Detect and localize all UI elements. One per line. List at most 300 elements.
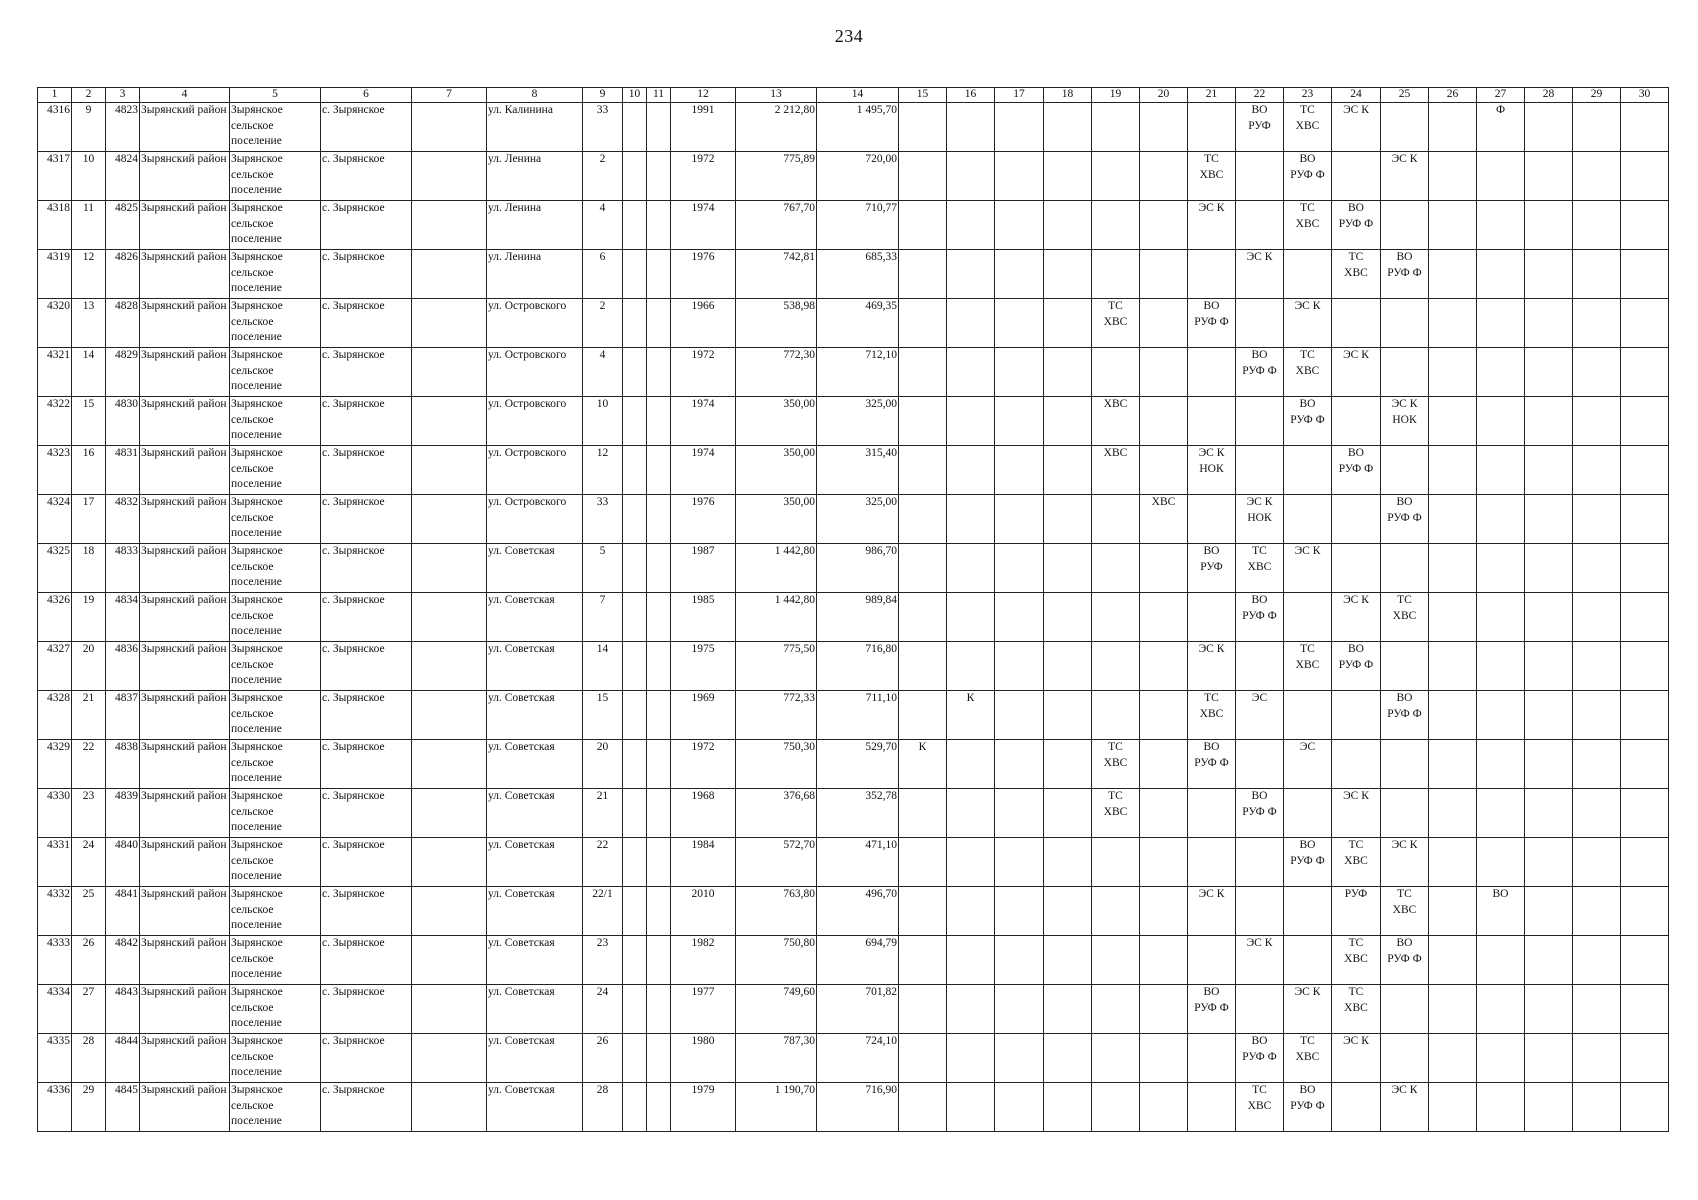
cell-col-8: ул. Островского <box>487 446 583 495</box>
cell-col-4: Зырянский район <box>140 544 230 593</box>
cell-col-17 <box>995 887 1044 936</box>
cell-col-28 <box>1525 1083 1573 1132</box>
cell-col-22 <box>1236 397 1284 446</box>
cell-col-28 <box>1525 446 1573 495</box>
cell-col-23: ТС ХВС <box>1284 1034 1332 1083</box>
cell-col-6: с. Зырянское <box>321 789 412 838</box>
cell-col-23 <box>1284 495 1332 544</box>
cell-col-29 <box>1573 936 1621 985</box>
cell-col-9: 15 <box>583 691 623 740</box>
cell-col-8: ул. Калинина <box>487 103 583 152</box>
cell-col-19 <box>1092 250 1140 299</box>
cell-col-24 <box>1332 397 1381 446</box>
cell-col-4: Зырянский район <box>140 642 230 691</box>
cell-col-6: с. Зырянское <box>321 348 412 397</box>
cell-col-27: ВО <box>1477 887 1525 936</box>
cell-col-11 <box>647 299 671 348</box>
cell-col-9: 14 <box>583 642 623 691</box>
cell-col-29 <box>1573 642 1621 691</box>
cell-col-21 <box>1188 348 1236 397</box>
cell-col-25 <box>1381 642 1429 691</box>
cell-col-5: Зырянское сельское поселение <box>230 789 321 838</box>
cell-col-10 <box>623 348 647 397</box>
cell-col-5: Зырянское сельское поселение <box>230 348 321 397</box>
cell-col-17 <box>995 1083 1044 1132</box>
cell-col-8: ул. Советская <box>487 985 583 1034</box>
cell-col-25: ВО РУФ Ф <box>1381 495 1429 544</box>
cell-col-18 <box>1044 1083 1092 1132</box>
cell-col-10 <box>623 1034 647 1083</box>
cell-col-14: 716,80 <box>817 642 899 691</box>
cell-col-12: 1972 <box>671 740 736 789</box>
cell-col-4: Зырянский район <box>140 1083 230 1132</box>
cell-col-4: Зырянский район <box>140 740 230 789</box>
cell-col-25 <box>1381 299 1429 348</box>
cell-col-24 <box>1332 691 1381 740</box>
cell-col-16 <box>947 495 995 544</box>
cell-col-16 <box>947 544 995 593</box>
cell-col-22: ВО РУФ Ф <box>1236 1034 1284 1083</box>
cell-col-16 <box>947 446 995 495</box>
cell-col-29 <box>1573 887 1621 936</box>
cell-col-23: ЭС К <box>1284 299 1332 348</box>
table-row <box>38 544 1669 593</box>
cell-col-16 <box>947 1083 995 1132</box>
cell-col-7 <box>412 544 487 593</box>
table-row <box>38 936 1669 985</box>
cell-col-19 <box>1092 201 1140 250</box>
cell-col-2: 10 <box>72 152 106 201</box>
cell-col-30 <box>1621 593 1669 642</box>
cell-col-14: 712,10 <box>817 348 899 397</box>
cell-col-30 <box>1621 103 1669 152</box>
cell-col-30 <box>1621 642 1669 691</box>
cell-col-16 <box>947 887 995 936</box>
cell-col-24: ТС ХВС <box>1332 250 1381 299</box>
cell-col-19 <box>1092 642 1140 691</box>
cell-col-29 <box>1573 348 1621 397</box>
cell-col-6: с. Зырянское <box>321 838 412 887</box>
cell-col-11 <box>647 887 671 936</box>
table-row <box>38 691 1669 740</box>
cell-col-19 <box>1092 1034 1140 1083</box>
cell-col-9: 26 <box>583 1034 623 1083</box>
table-row <box>38 789 1669 838</box>
cell-col-28 <box>1525 740 1573 789</box>
cell-col-4: Зырянский район <box>140 397 230 446</box>
cell-col-9: 28 <box>583 1083 623 1132</box>
cell-col-18 <box>1044 789 1092 838</box>
column-header-11: 11 <box>647 88 671 103</box>
cell-col-28 <box>1525 544 1573 593</box>
cell-col-29 <box>1573 152 1621 201</box>
cell-col-6: с. Зырянское <box>321 691 412 740</box>
table-row <box>38 446 1669 495</box>
cell-col-14: 496,70 <box>817 887 899 936</box>
cell-col-10 <box>623 299 647 348</box>
cell-col-27 <box>1477 789 1525 838</box>
cell-col-25: ЭС К <box>1381 152 1429 201</box>
cell-col-15 <box>899 446 947 495</box>
cell-col-3: 4832 <box>106 495 140 544</box>
cell-col-18 <box>1044 887 1092 936</box>
cell-col-3: 4829 <box>106 348 140 397</box>
cell-col-1: 4336 <box>38 1083 72 1132</box>
column-header-29: 29 <box>1573 88 1621 103</box>
cell-col-17 <box>995 201 1044 250</box>
cell-col-20 <box>1140 348 1188 397</box>
cell-col-21 <box>1188 936 1236 985</box>
cell-col-26 <box>1429 1034 1477 1083</box>
cell-col-23: ВО РУФ Ф <box>1284 1083 1332 1132</box>
cell-col-17 <box>995 397 1044 446</box>
cell-col-28 <box>1525 299 1573 348</box>
page-number: 234 <box>834 26 864 46</box>
cell-col-26 <box>1429 544 1477 593</box>
cell-col-14: 720,00 <box>817 152 899 201</box>
cell-col-5: Зырянское сельское поселение <box>230 985 321 1034</box>
cell-col-15 <box>899 544 947 593</box>
cell-col-16 <box>947 152 995 201</box>
cell-col-22: ЭС К НОК <box>1236 495 1284 544</box>
cell-col-2: 27 <box>72 985 106 1034</box>
cell-col-13: 742,81 <box>736 250 817 299</box>
cell-col-28 <box>1525 691 1573 740</box>
cell-col-29 <box>1573 1083 1621 1132</box>
cell-col-28 <box>1525 1034 1573 1083</box>
cell-col-23 <box>1284 789 1332 838</box>
column-header-2: 2 <box>72 88 106 103</box>
cell-col-12: 1969 <box>671 691 736 740</box>
cell-col-12: 1972 <box>671 152 736 201</box>
cell-col-9: 33 <box>583 495 623 544</box>
cell-col-28 <box>1525 789 1573 838</box>
cell-col-23 <box>1284 446 1332 495</box>
cell-col-9: 24 <box>583 985 623 1034</box>
cell-col-17 <box>995 495 1044 544</box>
cell-col-19 <box>1092 593 1140 642</box>
cell-col-25 <box>1381 985 1429 1034</box>
table-header <box>38 88 1669 103</box>
cell-col-4: Зырянский район <box>140 887 230 936</box>
cell-col-25: ЭС К <box>1381 838 1429 887</box>
cell-col-28 <box>1525 495 1573 544</box>
cell-col-20 <box>1140 299 1188 348</box>
cell-col-1: 4332 <box>38 887 72 936</box>
cell-col-26 <box>1429 936 1477 985</box>
cell-col-4: Зырянский район <box>140 936 230 985</box>
cell-col-14: 724,10 <box>817 1034 899 1083</box>
cell-col-23 <box>1284 250 1332 299</box>
cell-col-15 <box>899 250 947 299</box>
cell-col-11 <box>647 1083 671 1132</box>
cell-col-2: 9 <box>72 103 106 152</box>
cell-col-11 <box>647 936 671 985</box>
cell-col-24 <box>1332 299 1381 348</box>
cell-col-13: 350,00 <box>736 495 817 544</box>
cell-col-5: Зырянское сельское поселение <box>230 152 321 201</box>
cell-col-29 <box>1573 985 1621 1034</box>
cell-col-24: ЭС К <box>1332 103 1381 152</box>
cell-col-30 <box>1621 152 1669 201</box>
cell-col-25: ЭС К НОК <box>1381 397 1429 446</box>
cell-col-22: ТС ХВС <box>1236 544 1284 593</box>
cell-col-18 <box>1044 152 1092 201</box>
cell-col-7 <box>412 446 487 495</box>
cell-col-16 <box>947 397 995 446</box>
cell-col-5: Зырянское сельское поселение <box>230 544 321 593</box>
cell-col-13: 787,30 <box>736 1034 817 1083</box>
cell-col-7 <box>412 1034 487 1083</box>
cell-col-11 <box>647 250 671 299</box>
column-header-12: 12 <box>671 88 736 103</box>
cell-col-7 <box>412 495 487 544</box>
cell-col-10 <box>623 691 647 740</box>
cell-col-16 <box>947 838 995 887</box>
cell-col-26 <box>1429 1083 1477 1132</box>
table-row <box>38 593 1669 642</box>
cell-col-18 <box>1044 1034 1092 1083</box>
cell-col-15 <box>899 1034 947 1083</box>
cell-col-2: 26 <box>72 936 106 985</box>
cell-col-20 <box>1140 985 1188 1034</box>
cell-col-6: с. Зырянское <box>321 495 412 544</box>
cell-col-18 <box>1044 838 1092 887</box>
cell-col-23: ВО РУФ Ф <box>1284 397 1332 446</box>
cell-col-7 <box>412 201 487 250</box>
cell-col-11 <box>647 1034 671 1083</box>
cell-col-13: 572,70 <box>736 838 817 887</box>
cell-col-28 <box>1525 397 1573 446</box>
cell-col-19 <box>1092 887 1140 936</box>
cell-col-19: ТС ХВС <box>1092 789 1140 838</box>
cell-col-27 <box>1477 985 1525 1034</box>
cell-col-7 <box>412 348 487 397</box>
cell-col-29 <box>1573 446 1621 495</box>
cell-col-1: 4325 <box>38 544 72 593</box>
cell-col-10 <box>623 544 647 593</box>
column-header-19: 19 <box>1092 88 1140 103</box>
cell-col-19: ТС ХВС <box>1092 299 1140 348</box>
cell-col-25 <box>1381 103 1429 152</box>
cell-col-10 <box>623 740 647 789</box>
cell-col-28 <box>1525 985 1573 1034</box>
cell-col-24 <box>1332 740 1381 789</box>
cell-col-17 <box>995 299 1044 348</box>
table-row <box>38 887 1669 936</box>
cell-col-17 <box>995 446 1044 495</box>
cell-col-27 <box>1477 1034 1525 1083</box>
cell-col-25 <box>1381 789 1429 838</box>
cell-col-15 <box>899 1083 947 1132</box>
cell-col-23: ВО РУФ Ф <box>1284 838 1332 887</box>
cell-col-3: 4825 <box>106 201 140 250</box>
cell-col-19 <box>1092 495 1140 544</box>
cell-col-8: ул. Ленина <box>487 152 583 201</box>
cell-col-26 <box>1429 691 1477 740</box>
cell-col-7 <box>412 152 487 201</box>
cell-col-23: ЭС К <box>1284 985 1332 1034</box>
cell-col-6: с. Зырянское <box>321 250 412 299</box>
cell-col-21: ЭС К <box>1188 201 1236 250</box>
cell-col-10 <box>623 495 647 544</box>
cell-col-11 <box>647 103 671 152</box>
table-row <box>38 740 1669 789</box>
cell-col-30 <box>1621 1034 1669 1083</box>
cell-col-20 <box>1140 250 1188 299</box>
column-header-28: 28 <box>1525 88 1573 103</box>
cell-col-20 <box>1140 789 1188 838</box>
table-row <box>38 103 1669 152</box>
cell-col-3: 4844 <box>106 1034 140 1083</box>
cell-col-23 <box>1284 691 1332 740</box>
cell-col-25 <box>1381 1034 1429 1083</box>
cell-col-3: 4837 <box>106 691 140 740</box>
cell-col-22 <box>1236 299 1284 348</box>
cell-col-19 <box>1092 985 1140 1034</box>
cell-col-9: 10 <box>583 397 623 446</box>
cell-col-23: ТС ХВС <box>1284 103 1332 152</box>
column-header-5: 5 <box>230 88 321 103</box>
cell-col-8: ул. Советская <box>487 789 583 838</box>
cell-col-13: 775,89 <box>736 152 817 201</box>
cell-col-15 <box>899 593 947 642</box>
cell-col-20 <box>1140 593 1188 642</box>
cell-col-29 <box>1573 250 1621 299</box>
cell-col-20 <box>1140 1034 1188 1083</box>
cell-col-14: 685,33 <box>817 250 899 299</box>
cell-col-24: ЭС К <box>1332 789 1381 838</box>
cell-col-3: 4834 <box>106 593 140 642</box>
cell-col-3: 4840 <box>106 838 140 887</box>
cell-col-18 <box>1044 642 1092 691</box>
cell-col-24 <box>1332 152 1381 201</box>
cell-col-3: 4831 <box>106 446 140 495</box>
cell-col-26 <box>1429 348 1477 397</box>
cell-col-18 <box>1044 936 1092 985</box>
cell-col-8: ул. Островского <box>487 299 583 348</box>
cell-col-20 <box>1140 152 1188 201</box>
cell-col-10 <box>623 887 647 936</box>
cell-col-18 <box>1044 495 1092 544</box>
cell-col-8: ул. Советская <box>487 936 583 985</box>
cell-col-1: 4324 <box>38 495 72 544</box>
cell-col-24 <box>1332 544 1381 593</box>
cell-col-22 <box>1236 887 1284 936</box>
cell-col-10 <box>623 789 647 838</box>
cell-col-12: 1976 <box>671 250 736 299</box>
cell-col-8: ул. Советская <box>487 740 583 789</box>
cell-col-17 <box>995 348 1044 397</box>
cell-col-26 <box>1429 789 1477 838</box>
cell-col-21: ТС ХВС <box>1188 691 1236 740</box>
cell-col-25 <box>1381 544 1429 593</box>
cell-col-13: 350,00 <box>736 446 817 495</box>
cell-col-26 <box>1429 495 1477 544</box>
cell-col-1: 4318 <box>38 201 72 250</box>
cell-col-5: Зырянское сельское поселение <box>230 642 321 691</box>
cell-col-24: ВО РУФ Ф <box>1332 446 1381 495</box>
cell-col-1: 4320 <box>38 299 72 348</box>
cell-col-6: с. Зырянское <box>321 201 412 250</box>
cell-col-1: 4321 <box>38 348 72 397</box>
cell-col-25: ТС ХВС <box>1381 887 1429 936</box>
cell-col-14: 529,70 <box>817 740 899 789</box>
cell-col-9: 23 <box>583 936 623 985</box>
cell-col-6: с. Зырянское <box>321 985 412 1034</box>
cell-col-28 <box>1525 887 1573 936</box>
cell-col-16 <box>947 299 995 348</box>
column-header-20: 20 <box>1140 88 1188 103</box>
cell-col-20 <box>1140 1083 1188 1132</box>
cell-col-18 <box>1044 348 1092 397</box>
cell-col-20 <box>1140 838 1188 887</box>
cell-col-14: 694,79 <box>817 936 899 985</box>
cell-col-21 <box>1188 838 1236 887</box>
cell-col-20 <box>1140 201 1188 250</box>
cell-col-9: 22/1 <box>583 887 623 936</box>
table-row <box>38 250 1669 299</box>
cell-col-22 <box>1236 985 1284 1034</box>
cell-col-30 <box>1621 348 1669 397</box>
cell-col-7 <box>412 936 487 985</box>
cell-col-3: 4838 <box>106 740 140 789</box>
cell-col-9: 4 <box>583 348 623 397</box>
column-header-4: 4 <box>140 88 230 103</box>
cell-col-1: 4335 <box>38 1034 72 1083</box>
cell-col-7 <box>412 299 487 348</box>
cell-col-20 <box>1140 544 1188 593</box>
cell-col-23: ТС ХВС <box>1284 201 1332 250</box>
cell-col-4: Зырянский район <box>140 103 230 152</box>
cell-col-12: 1980 <box>671 1034 736 1083</box>
table-row <box>38 201 1669 250</box>
cell-col-12: 1974 <box>671 201 736 250</box>
cell-col-11 <box>647 446 671 495</box>
cell-col-12: 1976 <box>671 495 736 544</box>
cell-col-5: Зырянское сельское поселение <box>230 495 321 544</box>
cell-col-7 <box>412 691 487 740</box>
cell-col-17 <box>995 593 1044 642</box>
cell-col-23 <box>1284 887 1332 936</box>
cell-col-9: 33 <box>583 103 623 152</box>
cell-col-1: 4331 <box>38 838 72 887</box>
cell-col-30 <box>1621 838 1669 887</box>
table-row <box>38 838 1669 887</box>
cell-col-21 <box>1188 103 1236 152</box>
cell-col-12: 1979 <box>671 1083 736 1132</box>
cell-col-14: 325,00 <box>817 397 899 446</box>
column-header-21: 21 <box>1188 88 1236 103</box>
cell-col-11 <box>647 495 671 544</box>
cell-col-24: ТС ХВС <box>1332 838 1381 887</box>
cell-col-22: ВО РУФ Ф <box>1236 593 1284 642</box>
cell-col-7 <box>412 887 487 936</box>
cell-col-6: с. Зырянское <box>321 887 412 936</box>
cell-col-23 <box>1284 936 1332 985</box>
table-row <box>38 152 1669 201</box>
cell-col-3: 4841 <box>106 887 140 936</box>
cell-col-13: 376,68 <box>736 789 817 838</box>
cell-col-9: 12 <box>583 446 623 495</box>
cell-col-5: Зырянское сельское поселение <box>230 936 321 985</box>
cell-col-13: 763,80 <box>736 887 817 936</box>
cell-col-19 <box>1092 936 1140 985</box>
cell-col-4: Зырянский район <box>140 348 230 397</box>
cell-col-4: Зырянский район <box>140 691 230 740</box>
cell-col-21: ВО РУФ <box>1188 544 1236 593</box>
cell-col-28 <box>1525 250 1573 299</box>
